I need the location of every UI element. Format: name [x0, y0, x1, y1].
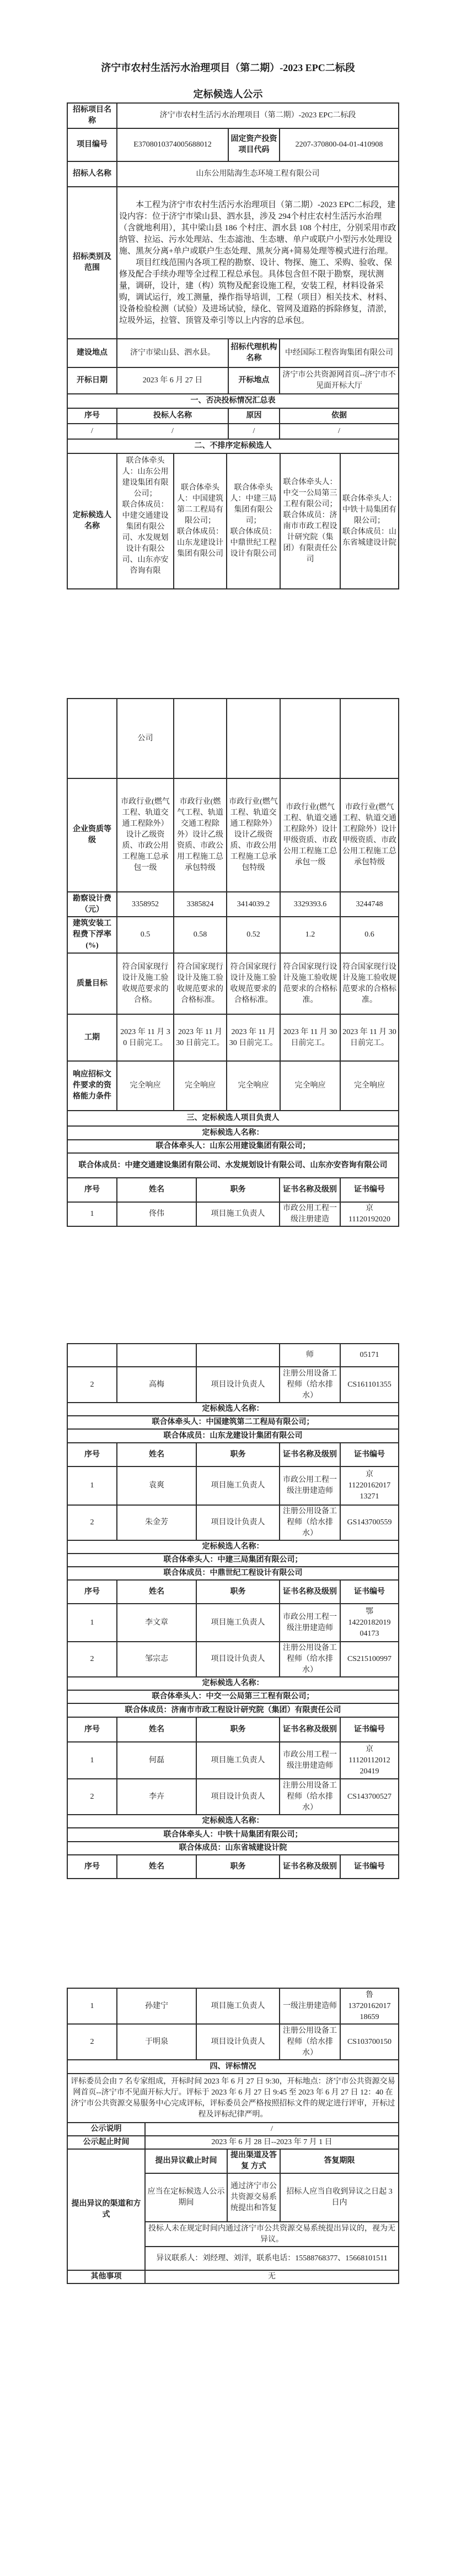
open-place-value: 济宁市公共资源网首页--济宁市不见面开标大厅 — [280, 367, 399, 394]
document-title-line2: 定标候选人公示 — [193, 89, 263, 100]
person-name: 李卉 — [117, 1779, 196, 1815]
header-cell: 证书编号 — [340, 1717, 399, 1742]
candidates-continuation-row — [67, 699, 399, 778]
qualification-row — [67, 778, 399, 892]
candidate-name-label: 定标候选人名称： — [67, 1540, 399, 1554]
other-label: 其他事项 — [67, 2270, 145, 2283]
candidates-label: 定标候选人名称 — [67, 453, 117, 589]
header-cell: 姓名 — [117, 1580, 196, 1604]
person-name: 孙建宁 — [117, 1988, 196, 2024]
response-row — [67, 1061, 399, 1111]
candidate-cell — [117, 453, 174, 589]
section4-title-row — [67, 2060, 399, 2074]
page-1 — [67, 102, 398, 589]
person-cert-no: GS143700559 — [340, 1505, 399, 1540]
publicity-period-value: 2023 年 6 月 28 日--2023 年 7 月 1 日 — [145, 2136, 399, 2149]
person-no: 1 — [67, 1742, 117, 1779]
discount-4: 1.2 — [280, 917, 340, 953]
objection-reply-period: 招标人应当自收到异议之日起 3 日内 — [280, 2173, 399, 2222]
candidate-1: 联合体牵头人：山东公用建设集团有限公司； 联合体成员：中建交通建设集团有限公司、水发规划设计有限公司、山东亦安咨询有限 — [122, 457, 169, 575]
person-row — [67, 1505, 399, 1540]
person-name: 何磊 — [117, 1742, 196, 1779]
person-cert-name: 注册公用设备工程师（给水排水） — [280, 2024, 340, 2060]
location-value: 济宁市梁山县、泗水县。 — [117, 339, 228, 367]
candidates-detail-table — [67, 698, 399, 1111]
group5-info-table — [67, 1814, 399, 1855]
group3-persons-table — [67, 1579, 399, 1677]
cell: / — [117, 424, 228, 439]
section4-title: 四、评标情况 — [67, 2060, 399, 2074]
group4-members: 联合体成员：济南市市政工程设计研究院（集团）有限责任公司 — [67, 1703, 399, 1717]
empty-cell — [280, 699, 340, 778]
person-no: 1 — [67, 1988, 117, 2024]
person-title: 项目设计负责人 — [196, 2024, 280, 2060]
header-cell: 职务 — [196, 1855, 280, 1879]
person-cert-no: CS103700150 — [340, 2024, 399, 2060]
project-name-label: 招标项目名称 — [67, 103, 117, 128]
tenderee-label: 招标人名称 — [67, 161, 117, 187]
quality-label: 质量目标 — [67, 953, 117, 1014]
group2-persons-table — [67, 1442, 399, 1541]
person-title: 项目施工负责人 — [196, 1604, 280, 1642]
qualification-label: 企业资质等级 — [67, 778, 117, 892]
empty-cell — [174, 699, 227, 778]
header-cell: 投标人名称 — [117, 408, 228, 424]
candidate-name-label: 定标候选人名称： — [67, 1126, 399, 1140]
person-title: 项目施工负责人 — [196, 1742, 280, 1779]
cell: / — [228, 424, 280, 439]
person-cert-no-overflow: 05171 — [340, 1344, 399, 1367]
person-row — [67, 2024, 399, 2060]
header-cell: 证书名称及级别 — [280, 1580, 340, 1604]
scope-label: 招标类别及范围 — [67, 187, 117, 339]
objection-label: 提出异议的渠道和方式 — [67, 2149, 145, 2270]
project-no-label: 项目编号 — [67, 128, 117, 161]
person-cert-no: 京 11120112012 20419 — [340, 1742, 399, 1779]
project-name-value: 济宁市农村生活污水治理项目（第二期）-2023 EPC二标段 — [117, 103, 399, 128]
candidates-table — [67, 453, 399, 589]
persons-header-row — [67, 1717, 399, 1742]
header-cell: 姓名 — [117, 1178, 196, 1202]
discount-1: 0.5 — [117, 917, 174, 953]
person-title: 项目设计负责人 — [196, 1642, 280, 1677]
design-fee-2: 3385824 — [174, 892, 227, 917]
persons-header-row — [67, 1855, 399, 1879]
person-row — [67, 1604, 399, 1642]
person-cert-name: 注册公用设备工程师（给水排水） — [280, 1367, 340, 1403]
header-cell: 答复期限 — [280, 2149, 399, 2173]
person-title: 项目设计负责人 — [196, 1367, 280, 1403]
persons-header-row — [67, 1580, 399, 1604]
group4-members-row — [67, 1703, 399, 1717]
design-fee-1: 3358952 — [117, 892, 174, 917]
quality-1: 符合国家现行设计及施工验收规范要求的合格。 — [117, 953, 174, 1014]
group2-members-row — [67, 1429, 399, 1443]
person-row — [67, 1642, 399, 1677]
duration-row — [67, 1014, 399, 1061]
project-no-value: E3708010374005688012 — [117, 128, 228, 161]
person-no: 2 — [67, 1779, 117, 1815]
candidate-name-label: 定标候选人名称： — [67, 1403, 399, 1416]
person-title: 项目施工负责人 — [196, 1988, 280, 2024]
group2-leader: 联合体牵头人：中国建筑第二工程局有限公司； — [67, 1416, 399, 1429]
qualification-1: 市政行业(燃气工程、轨道交通工程除外）设计乙级资质、市政公用工程施工总承包一级 — [117, 778, 174, 892]
person-no: 1 — [67, 1202, 117, 1226]
project-info-table — [67, 102, 399, 454]
person-row — [67, 1367, 399, 1403]
design-fee-label: 勘察设计费（元） — [67, 892, 117, 917]
page-4 — [67, 1988, 398, 2284]
group1-persons-table-cont — [67, 1343, 399, 1403]
person-cert-name: 市政公用工程一级注册建造师 — [280, 1604, 340, 1642]
objection-deadline: 应当在定标候选人公示期间 — [145, 2173, 227, 2222]
group5-members: 联合体成员：山东省城建设计院 — [67, 1842, 399, 1855]
response-2: 完全响应 — [174, 1061, 227, 1111]
review-table — [67, 2059, 399, 2123]
section3-title: 三、定标候选人项目负责人 — [67, 1111, 399, 1126]
header-cell: 序号 — [67, 1855, 117, 1879]
objection-note2: 异议联系人：刘经理、刘洋，联系电话：15588768377、15668101511 — [145, 2247, 399, 2270]
objection-header-row — [67, 2149, 399, 2173]
person-name: 于明泉 — [117, 2024, 196, 2060]
header-cell: 职务 — [196, 1580, 280, 1604]
header-cell: 序号 — [67, 1443, 117, 1466]
design-fee-4: 3329393.6 — [280, 892, 340, 917]
discount-3: 0.52 — [227, 917, 280, 953]
scope-paragraph-1: 本工程为济宁市农村生活污水治理项目（第二期）-2023 EPC二标段，建设内容：位于济宁市梁山县、泗水县，涉及 294个村庄农村生活污水治理（含就地利用），其中梁山县 186 个村庄、泗水县 108 个村庄，分别采用市政纳管、拉运、污水处理站、生态滤池、生态塘、单户或联户小型污水处理设施、黑灰分离+单户或联户生态处理、黑灰分离+简易处理等模式进行治理。 — [119, 200, 396, 256]
person-cert-no: 鄂 14220182019 04173 — [340, 1604, 399, 1642]
candidate-5: 联合体牵头人：中铁十局集团有限公司； 联合体成员：山东省城建设计院 — [340, 453, 399, 589]
review-text: 评标委员会由 7 名专家组成，开标时间 2023 年 6 月 27 日 9:30，开标地点：济宁市公共资源交易网首页--济宁市不见面开标大厅。评标于 2023 年 6 月 27 日 9:45 至 2023 年 6 月 27 日 12：40 在济宁市公共资源交易服务中心完成评标，评标委员会严格按照招标文件的规定进行评审，开标过程及评标纪律严明。 — [67, 2074, 399, 2123]
quality-row — [67, 953, 399, 1014]
header-cell: 证书编号 — [340, 1178, 399, 1202]
open-place-label: 开标地点 — [228, 367, 280, 394]
group1-leader-row — [67, 1140, 399, 1153]
response-4: 完全响应 — [280, 1061, 340, 1111]
person-row — [67, 1202, 399, 1226]
person-row — [67, 1988, 399, 2024]
fixed-asset-code-value: 2207-370800-04-01-410908 — [280, 128, 399, 161]
qualification-5: 市政行业(燃气工程、轨道交通工程除外）设计甲级资质、市政公用工程施工总承包特级 — [340, 778, 399, 892]
duration-3: 2023 年 11 月 30 日前完工。 — [227, 1014, 280, 1061]
page-2 — [67, 698, 398, 1227]
open-date-label: 开标日期 — [67, 367, 117, 394]
person-row — [67, 1779, 399, 1815]
person-cert-no: 京 11220162017 13271 — [340, 1466, 399, 1505]
section1-header-row — [67, 408, 399, 424]
header-cell: 姓名 — [117, 1855, 196, 1879]
candidate-name-label: 定标候选人名称： — [67, 1677, 399, 1690]
candidate-name-label: 定标候选人名称： — [67, 1815, 399, 1828]
section2-title: 二、不排序定标候选人 — [67, 439, 399, 453]
person-cert-name: 市政公用工程一级注册建造师 — [280, 1742, 340, 1779]
row-project-no — [67, 128, 399, 161]
agency-label: 招标代理机构名称 — [228, 339, 280, 367]
group1-persons-table — [67, 1177, 399, 1227]
quality-3: 符合国家现行设计及施工验收规范要求的合格标准。 — [227, 953, 280, 1014]
row-scope — [67, 187, 399, 339]
scope-value — [117, 187, 399, 339]
section3-title-row — [67, 1111, 399, 1126]
person-cert-name-overflow: 师 — [280, 1344, 340, 1367]
discount-5: 0.6 — [340, 917, 399, 953]
fixed-asset-code-label: 固定资产投资项目代码 — [228, 128, 280, 161]
header-cell: 提出渠道及答复 方式 — [227, 2149, 280, 2173]
duration-4: 2023 年 11 月 30 日前完工。 — [280, 1014, 340, 1061]
section2-title-row — [67, 439, 399, 453]
group1-leader: 联合体牵头人：山东公用建设集团有限公司； — [67, 1140, 399, 1153]
scope-paragraph-2: 项目红线范围内各项工程的勘察、设计、物探、施工、采购、验收、保修及配合手续办理等全过程工程总承包。具体包含但不限于勘察，现状测量，调研，设计，建（构）筑物及配套设施工程，安装工程，材料设备采购，调试运行，竣工测量，操作指导培训，工程（项目）相关技术、材料、设备检验检测（试验）及进场试验，绿化、管网及道路的拆除修复，清淤，垃圾外运，拉管、顶管及牵引等以上内容的总承包。 — [119, 258, 393, 325]
person-cert-name: 注册公用设备工程师（给水排水） — [280, 1505, 340, 1540]
objection-channel: 通过济宁市公共资源交易系统提出和答复 — [227, 2173, 280, 2222]
group1-info-table — [67, 1110, 399, 1178]
section1-title: 一、否决投标情况汇总表 — [67, 394, 399, 408]
group5-persons-table — [67, 1988, 399, 2060]
tenderee-value: 山东公用陆海生态环境工程有限公司 — [117, 161, 399, 187]
person-cert-no: 鲁 13720162017 18659 — [340, 1988, 399, 2024]
candidate-1-overflow: 公司 — [117, 699, 174, 778]
header-cell: 依据 — [280, 408, 399, 424]
group5-leader: 联合体牵头人：中铁十局集团有限公司； — [67, 1828, 399, 1842]
response-1: 完全响应 — [117, 1061, 174, 1111]
quality-4: 符合国家现行设计及施工验收规范要求的合格标准。 — [280, 953, 340, 1014]
group4-leader-row — [67, 1690, 399, 1703]
header-cell: 证书名称及级别 — [280, 1855, 340, 1879]
candidate-name-row — [67, 1815, 399, 1828]
location-label: 建设地点 — [67, 339, 117, 367]
section1-data-row — [67, 424, 399, 439]
header-cell: 证书编号 — [340, 1580, 399, 1604]
row-tenderee — [67, 161, 399, 187]
person-name: 朱金芳 — [117, 1505, 196, 1540]
person-title: 项目施工负责人 — [196, 1466, 280, 1505]
quality-5: 符合国家现行设计及施工验收规范要求的合格标准。 — [340, 953, 399, 1014]
person-cert-no: 京 11120192020 — [340, 1202, 399, 1226]
person-row — [67, 1742, 399, 1779]
header-cell: 证书名称及级别 — [280, 1443, 340, 1466]
response-5: 完全响应 — [340, 1061, 399, 1111]
empty-cell — [196, 1344, 280, 1367]
empty-cell — [67, 1344, 117, 1367]
person-title: 项目设计负责人 — [196, 1779, 280, 1815]
candidate-2: 联合体牵头人：中国建筑第二工程局有限公司； 联合体成员：山东龙建设计集团有限公司 — [174, 453, 227, 589]
header-cell: 姓名 — [117, 1443, 196, 1466]
group2-leader-row — [67, 1416, 399, 1429]
candidate-name-row — [67, 1403, 399, 1416]
person-cert-name: 注册公用设备工程师（给水排水） — [280, 1779, 340, 1815]
other-row — [67, 2270, 399, 2283]
candidate-3: 联合体牵头人：中建三局集团有限公司； 联合体成员：中鼎世纪工程设计有限公司 — [227, 453, 280, 589]
publicity-period-label: 公示起止时间 — [67, 2136, 145, 2149]
response-label: 响应招标文件要求的资格能力条件 — [67, 1061, 117, 1111]
duration-2: 2023 年 11 月 30 日前完工。 — [174, 1014, 227, 1061]
group3-members-row — [67, 1567, 399, 1580]
person-name: 高梅 — [117, 1367, 196, 1403]
candidate-name-row — [67, 1126, 399, 1140]
open-date-value: 2023 年 6 月 27 日 — [117, 367, 228, 394]
header-cell: 序号 — [67, 1580, 117, 1604]
person-no: 2 — [67, 1642, 117, 1677]
empty-cell — [117, 1344, 196, 1367]
group3-info-table — [67, 1540, 399, 1581]
person-name: 袁爽 — [117, 1466, 196, 1505]
group3-members: 联合体成员：中鼎世纪工程设计有限公司 — [67, 1567, 399, 1580]
duration-label: 工期 — [67, 1014, 117, 1061]
person-cert-no: CS143700527 — [340, 1779, 399, 1815]
group1-members: 联合体成员：中建交通建设集团有限公司、水发规划设计有限公司、山东亦安咨询有限公司 — [67, 1153, 399, 1178]
person-cert-no: CS161101355 — [340, 1367, 399, 1403]
publicity-table — [67, 2122, 399, 2150]
design-fee-row — [67, 892, 399, 917]
person-cert-no: CS215100997 — [340, 1642, 399, 1677]
publicity-note-label: 公示说明 — [67, 2123, 145, 2136]
person-cert-name: 市政公用工程一级注册建造 — [280, 1202, 340, 1226]
discount-label: 建筑安装工程费下浮率(%) — [67, 917, 117, 953]
cell: / — [280, 424, 399, 439]
person-name: 佟伟 — [117, 1202, 196, 1226]
duration-1: 2023 年 11 月 30 日前完工。 — [117, 1014, 174, 1061]
row-location — [67, 339, 399, 367]
header-cell: 证书名称及级别 — [280, 1178, 340, 1202]
cell: / — [67, 424, 117, 439]
person-name: 李文章 — [117, 1604, 196, 1642]
header-cell: 原因 — [228, 408, 280, 424]
candidates-row — [67, 453, 399, 589]
persons-header-row — [67, 1178, 399, 1202]
section1-title-row — [67, 394, 399, 408]
publicity-period-row — [67, 2136, 399, 2149]
group2-info-table — [67, 1402, 399, 1443]
qualification-3: 市政行业(燃气工程、轨道交通工程除外）设计乙级资质、市政公用工程施工总承包特级 — [227, 778, 280, 892]
document-title-line1: 济宁市农村生活污水治理项目（第二期）-2023 EPC二标段 — [101, 62, 355, 73]
publicity-note-row — [67, 2123, 399, 2136]
group4-leader: 联合体牵头人：中交一公局第三工程有限公司； — [67, 1690, 399, 1703]
person-continuation-row — [67, 1344, 399, 1367]
person-no: 2 — [67, 2024, 117, 2060]
qualification-4: 市政行业(燃气工程、轨道交通工程除外）设计甲级资质、市政公用工程施工总承包一级 — [280, 778, 340, 892]
discount-2: 0.58 — [174, 917, 227, 953]
header-cell: 职务 — [196, 1443, 280, 1466]
row-opening — [67, 367, 399, 394]
agency-value: 中经国际工程咨询集团有限公司 — [280, 339, 399, 367]
quality-2: 符合国家现行设计及施工验收规范要求的合格标准。 — [174, 953, 227, 1014]
header-cell: 证书编号 — [340, 1443, 399, 1466]
group3-leader: 联合体牵头人：中建三局集团有限公司； — [67, 1554, 399, 1567]
review-text-row — [67, 2074, 399, 2123]
header-cell: 序号 — [67, 1178, 117, 1202]
duration-5: 2023 年 11 月 30 日前完工。 — [340, 1014, 399, 1061]
other-value: 无 — [145, 2270, 399, 2283]
person-no: 1 — [67, 1466, 117, 1505]
person-no: 1 — [67, 1604, 117, 1642]
header-cell: 提出异议截止时间 — [145, 2149, 227, 2173]
person-cert-name: 注册公用设备工程师（给水排水） — [280, 1642, 340, 1677]
header-cell: 职务 — [196, 1178, 280, 1202]
person-no: 2 — [67, 1505, 117, 1540]
empty-cell — [67, 699, 117, 778]
header-cell: 序号 — [67, 1717, 117, 1742]
objection-note1: 投标人未在规定时间内通过济宁市公共资源交易系统提出异议的，视为无异议。 — [145, 2222, 399, 2247]
group3-leader-row — [67, 1554, 399, 1567]
group5-persons-header-table — [67, 1854, 399, 1879]
row-project-name — [67, 103, 399, 128]
group2-members: 联合体成员：山东龙建设计集团有限公司 — [67, 1429, 399, 1443]
group5-leader-row — [67, 1828, 399, 1842]
header-cell: 证书编号 — [340, 1855, 399, 1879]
page-3 — [67, 1343, 398, 1879]
person-title: 项目设计负责人 — [196, 1505, 280, 1540]
empty-cell — [227, 699, 280, 778]
header-cell: 证书名称及级别 — [280, 1717, 340, 1742]
header-cell: 职务 — [196, 1717, 280, 1742]
header-cell: 姓名 — [117, 1717, 196, 1742]
candidate-name-row — [67, 1540, 399, 1554]
group4-info-table — [67, 1676, 399, 1718]
persons-header-row — [67, 1443, 399, 1466]
person-name: 邹宗志 — [117, 1642, 196, 1677]
response-3: 完全响应 — [227, 1061, 280, 1111]
person-cert-name: 市政公用工程一级注册建造师 — [280, 1466, 340, 1505]
discount-row — [67, 917, 399, 953]
person-title: 项目施工负责人 — [196, 1202, 280, 1226]
objection-table — [67, 2149, 399, 2284]
person-no: 2 — [67, 1367, 117, 1403]
person-row — [67, 1466, 399, 1505]
document-title — [0, 62, 456, 100]
group5-members-row — [67, 1842, 399, 1855]
person-cert-name: 一级注册建造师 — [280, 1988, 340, 2024]
empty-cell — [340, 699, 399, 778]
group1-members-row — [67, 1153, 399, 1178]
qualification-2: 市政行业(燃气工程、轨道交通工程除外）设计乙级资质、市政公用工程施工总承包特级 — [174, 778, 227, 892]
design-fee-3: 3414039.2 — [227, 892, 280, 917]
header-cell: 序号 — [67, 408, 117, 424]
group4-persons-table — [67, 1717, 399, 1815]
publicity-note-value: / — [145, 2123, 399, 2136]
design-fee-5: 3244748 — [340, 892, 399, 917]
candidate-name-row — [67, 1677, 399, 1690]
candidate-4: 联合体牵头人：中交一公局第三工程有限公司； 联合体成员：济南市市政工程设计研究院（集团）有限责任公司 — [280, 453, 340, 589]
